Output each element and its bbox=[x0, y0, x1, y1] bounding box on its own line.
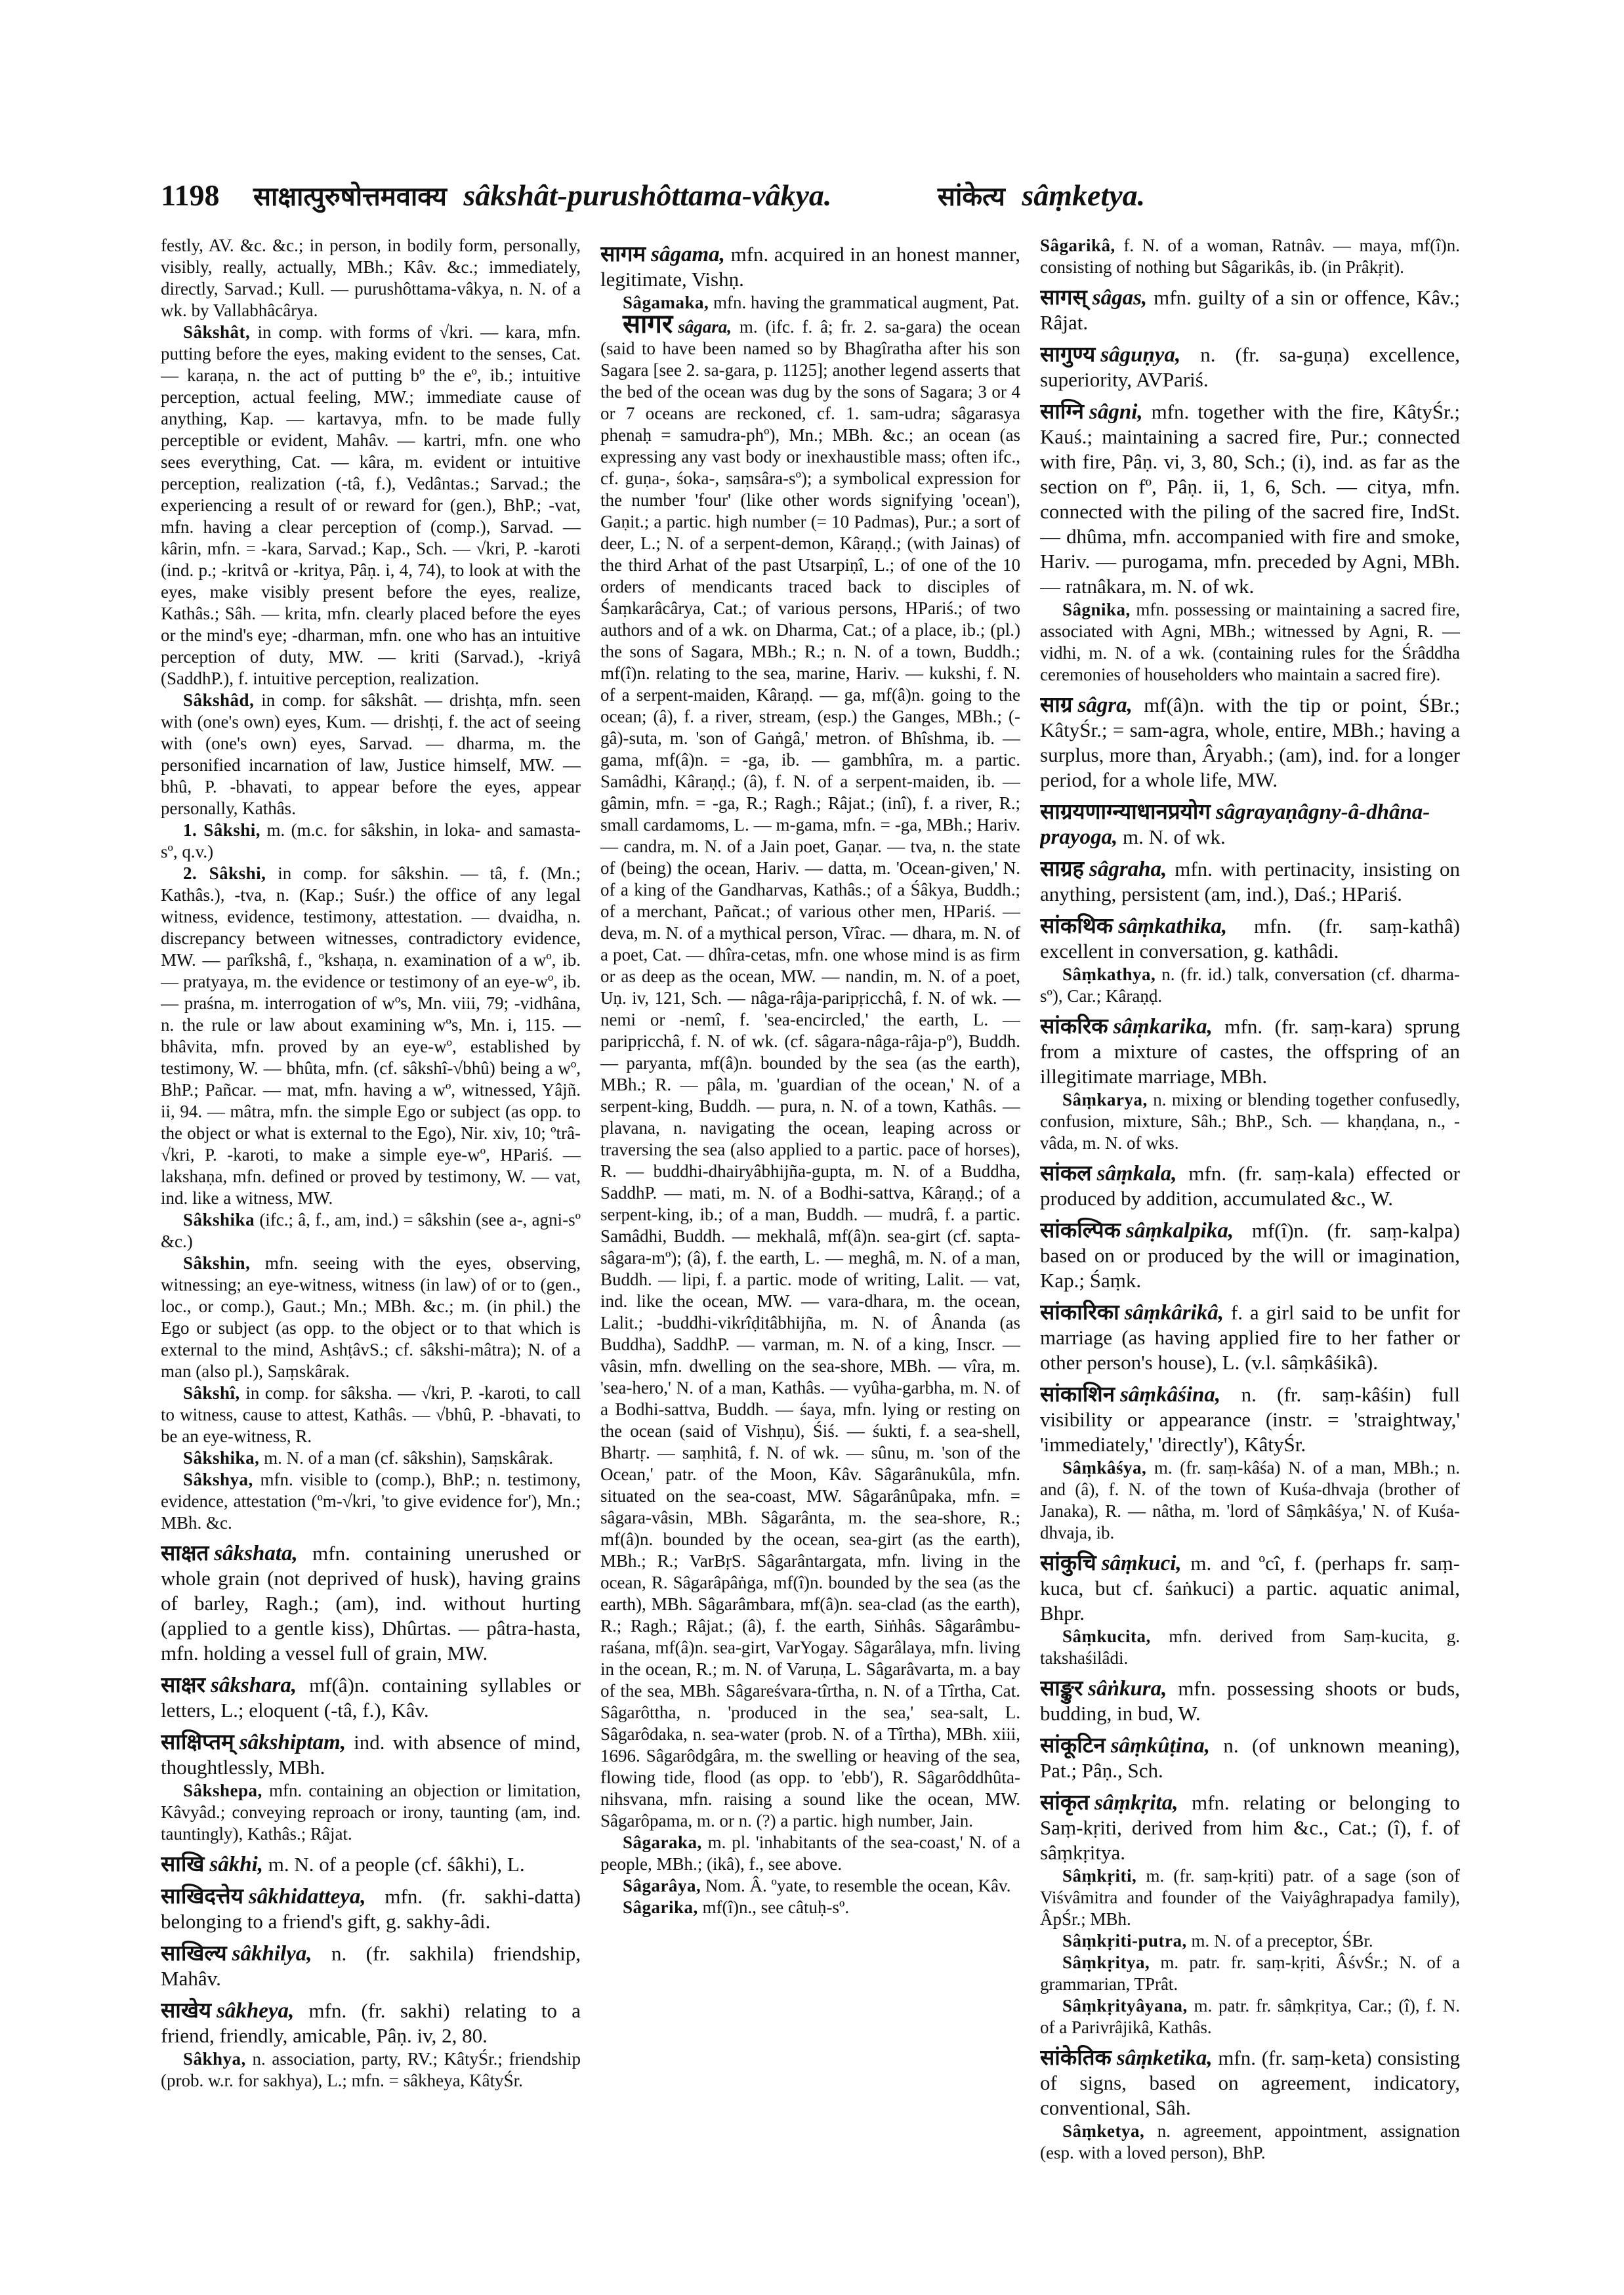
dictionary-entry bbox=[1040, 235, 1460, 278]
headword-transliteration: sâṃkarika, bbox=[1113, 1015, 1213, 1039]
entry-definition: mfn. possessing shoots or buds, budding, in bud, W. bbox=[1040, 1677, 1460, 1725]
subentry-headword: Sâṃkarya, bbox=[1062, 1090, 1148, 1109]
dictionary-entry bbox=[161, 1780, 581, 1845]
dictionary-entry bbox=[161, 690, 581, 819]
entry-definition: festly, AV. &c. &c.; in person, in bodily form, personally, visibly, really, actually, MBh.; Kâv. &c.; immediately, directly, Sarvad.; Kull. — purushôttama-vâkya, n. N. of a wk. by Vallabhâcârya. bbox=[161, 236, 581, 320]
headword-devanagari: साखिल्य bbox=[161, 1940, 227, 1966]
subentry-headword: Sâkshî, bbox=[183, 1383, 240, 1403]
subentry-headword: 2. Sâkshi, bbox=[183, 863, 266, 883]
subentry-headword: Sâkshepa, bbox=[183, 1781, 262, 1800]
dictionary-entry bbox=[1040, 799, 1460, 850]
entry-definition: mfn. (fr. saṃ-kala) effected or produced by addition, accumulated &c., W. bbox=[1040, 1162, 1460, 1210]
entry-definition: mf(â)n. containing syllables or letters, L.; eloquent (-tâ, f.), Kâv. bbox=[161, 1674, 581, 1722]
entry-definition: in comp. for sâksha. — √kri, P. -karoti, to call to witness, cause to attest, Kathâs. — √bhû, P. -bhavati, to be an eye-witness, R. bbox=[161, 1383, 581, 1446]
entry-definition: mfn. having the grammatical augment, Pat. bbox=[713, 293, 1020, 312]
dictionary-entry bbox=[1040, 2045, 1460, 2120]
dictionary-entry bbox=[1040, 599, 1460, 686]
subentry-headword: Sâṃketya, bbox=[1062, 2121, 1145, 2141]
entry-definition: m. (ifc. f. â; fr. 2. sa-gara) the ocean (said to have been named so by Bhagîratha after his son Sagara [see 2. sa-gara, p. 1125]; another legend asserts that the bed of the ocean was dug by the sons of Sagara; 3 or 4 or 7 oceans are reckoned, cf. 1. sam-udra; sâgarasya phenaḥ = samudra-phº), Mn.; MBh. &c.; an ocean (as expressing any vast body or inexhaustible mass; often ifc., cf. guṇa-, śoka-, saṃsâra-sº); a symbolical expression for the number 'four' (like other words signifying 'ocean'), Gaṇit.; a partic. high number (= 10 Padmas), Pur.; a sort of deer, L.; N. of a serpent-demon, Kâraṇḍ.; (with Jainas) of the third Arhat of the past Utsarpiṇî, L.; of one of the 10 orders of mendicants traced back to disciples of Śaṃkarâcârya, Cat.; of various persons, HPariś.; of two authors and of a wk. on Dharma, Cat.; of a place, ib.; (pl.) the sons of Sagara, MBh.; R.; n. N. of a town, Buddh.; mf(î)n. relating to the sea, marine, Hariv. — kukshi, f. N. of a serpent-maiden, Kâraṇḍ. — ga, mf(â)n. going to the ocean; (â), f. a river, stream, (esp.) the Ganges, MBh.; (-gâ)-suta, m. 'son of Gaṅgâ,' metron. of Bhîshma, ib. — gama, mf(â)n. = -ga, ib. — gambhîra, m. a partic. Samâdhi, Kâraṇḍ.; (â), f. N. of a serpent-maiden, ib. — gâmin, mfn. = -ga, R.; Ragh.; Râjat.; (inî), f. a river, R.; small cardamoms, L. — m-gama, mfn. = -ga, MBh.; Hariv. — candra, m. N. of a Jain poet, Gaṇar. — tva, n. the state of (being) the ocean, Hariv. — datta, m. 'Ocean-given,' N. of a king of the Gandharvas, Kathâs.; of a Śâkya, Buddh.; of a merchant, Pañcat.; of various other men, HPariś. — deva, m. N. of a mythical person, Vîrac. — dhara, m. N. of a poet, Cat. — dhîra-cetas, mfn. one whose mind is as firm or as deep as the ocean, MW. — nandin, m. N. of a poet, Uṇ. iv, 121, Sch. — nâga-râja-paripṛicchâ, f. N. of wk. — nemi or -nemî, f. 'sea-encircled,' the earth, L. — paripṛicchâ, f. N. of wk. (cf. sâgara-nâga-râja-pº), Buddh. — paryanta, mf(â)n. bounded by the sea (as the earth), MBh.; R. — pâla, m. 'guardian of the ocean,' N. of a serpent-king, Buddh. — pura, n. N. of a town, Kathâs. — plavana, n. navigating the ocean, leaping across or traversing the sea (also applied to a partic. pace of horses), R. — buddhi-dhairyâbhijña-gupta, m. N. of a Buddha, SaddhP. — mati, m. N. of a Bodhi-sattva, Kâraṇḍ.; of a serpent-king, ib.; of a man, Buddh. — mudrâ, f. a partic. Samâdhi, Buddh. — mekhalâ, mf(â)n. sea-girt (cf. sapta-sâgara-mº); (â), f. the earth, L. — meghâ, m. N. of a man, Buddh. — lipi, f. a partic. mode of writing, Lalit. — vat, ind. like the ocean, MW. — vara-dhara, m. the ocean, Lalit.; -buddhi-vikrîḍitâbhijña, m. N. of Ânanda (as Buddha), SaddhP. — varman, m. N. of a king, Inscr. — vâsin, mfn. dwelling on the sea-shore, MBh. — vîra, m. 'sea-hero,' N. of a man, Kathâs. — vyûha-garbha, m. N. of a Bodhi-sattva, Buddh. — śaya, mfn. lying or resting on the ocean (said of Vishṇu), Śiś. — śukti, f. a sea-shell, Bhartṛ. — saṃhitâ, f. N. of wk. — sûnu, m. 'son of the Ocean,' patr. of the Moon, Kâv. Sâgarânukûla, mfn. situated on the sea-coast, MW. Sâgarânûpaka, mfn. = sâgara-vâsin, MBh. Sâgarânta, m. the sea-shore, R.; mf(â)n. bounded by the ocean, sea-girt (as the earth), MBh.; R.; VarBṛS. Sâgarântargata, mfn. living in the ocean, R. Sâgarâpâṅga, mf(î)n. bounded by the sea (as the earth), MBh. Sâgarâmbara, mf(â)n. sea-clad (as the earth), R.; Ragh.; Râjat.; (â), f. the earth, Siṅhâs. Sâgarâmbu-raśana, mf(â)n. sea-girt, VarYogay. Sâgarâlaya, mfn. living in the ocean, R.; m. N. of Varuṇa, L. Sâgarâvarta, m. a bay of the sea, MBh. Sâgareśvara-tîrtha, n. N. of a Tîrtha, Cat. Sâgarôttha, n. 'produced in the sea,' sea-salt, L. Sâgarôdaka, n. sea-water (prob. N. of a Tîrtha), MBh. xiii, 1696. Sâgarôdgâra, m. the swelling or heaving of the sea, flowing tide, flood (as opp. to 'ebb'), R. Sâgarôddhûta-nihsvana, mfn. raising a sound like the ocean, MW. Sâgarôpama, m. or n. (?) a partic. high number, Jain. bbox=[600, 317, 1020, 1830]
entry-definition: Nom. Â. ºyate, to resemble the ocean, Kâv. bbox=[705, 1876, 1011, 1895]
subentry-headword: Sâgamaka, bbox=[623, 293, 709, 312]
headword-transliteration: sâgas, bbox=[1092, 286, 1148, 310]
headword-transliteration: sâṃkuci, bbox=[1101, 1552, 1182, 1575]
dictionary-entry bbox=[161, 863, 581, 1209]
subentry-headword: Sâṃkṛitya, bbox=[1062, 1953, 1150, 1972]
headword-transliteration: sâkshata, bbox=[214, 1542, 298, 1565]
entry-definition: mf(î)n. (fr. saṃ-kalpa) based on or produced by the will or imagination, Kap.; Śaṃk. bbox=[1040, 1219, 1460, 1292]
headword-devanagari: सागम bbox=[600, 241, 646, 266]
headword-devanagari: सांकाशिन bbox=[1040, 1381, 1115, 1407]
headword-devanagari: साखेय bbox=[161, 1997, 211, 2023]
subentry-headword: Sâkshin, bbox=[183, 1253, 251, 1273]
entry-definition: mfn. containing an objection or limitation, Kâvyâd.; conveying reproach or irony, taunting (am, ind. tauntingly), Kathâs.; Râjat. bbox=[161, 1781, 581, 1844]
header-left-devanagari: साक्षात्पुरुषोत्तमवाक्य bbox=[253, 182, 447, 212]
subentry-headword: Sâkshika, bbox=[183, 1448, 260, 1468]
headword-transliteration: sâgama, bbox=[651, 243, 725, 266]
headword-transliteration: sâkhilya, bbox=[232, 1942, 312, 1966]
headword-devanagari: साक्षर bbox=[161, 1672, 206, 1697]
entry-definition: mfn. with pertinacity, insisting on anything, persistent (am, ind.), Daś.; HPariś. bbox=[1040, 858, 1460, 905]
dictionary-entry bbox=[1040, 1382, 1460, 1457]
dictionary-entry bbox=[161, 1851, 581, 1877]
headword-devanagari: साङ्कुर bbox=[1040, 1675, 1083, 1701]
subentry-headword: Sâṃkṛiti, bbox=[1062, 1866, 1137, 1886]
entry-definition: n. association, party, RV.; KâtyŚr.; friendship (prob. w.r. for sakhya), L.; mfn. = sâkheya, KâtyŚr. bbox=[161, 2049, 581, 2090]
dictionary-entry bbox=[161, 1469, 581, 1534]
dictionary-entry bbox=[600, 309, 1020, 1832]
headword-devanagari: सांकथिक bbox=[1040, 913, 1114, 938]
entry-definition: n. agreement, appointment, assignation (esp. with a loved person), BhP. bbox=[1040, 2121, 1460, 2162]
entry-definition: mfn. together with the fire, KâtyŚr.; Kauś.; maintaining a sacred fire, Pur.; connected with fire, Pâṇ. vi, 3, 80, Sch.; (i), ind. as far as the section on fº, Pâṇ. ii, 1, 6, Sch. — citya, mfn. connected with the piling of the sacred fire, IndSt. — dhûma, mfn. accompanied with fire and smoke, Hariv. — purogama, mfn. preceded by Agni, MBh. — ratnâkara, m. N. of wk. bbox=[1040, 400, 1460, 598]
headword-transliteration: sâṃketika, bbox=[1116, 2046, 1213, 2070]
entry-definition: m. and ºcî, f. (perhaps fr. saṃ-kuca, but cf. śaṅkuci) a partic. aquatic animal, Bhpr. bbox=[1040, 1552, 1460, 1624]
headword-devanagari: सांकल bbox=[1040, 1160, 1092, 1186]
headword-transliteration: sâṃkârikâ, bbox=[1124, 1301, 1224, 1325]
entry-definition: mfn. (fr. sakhi) relating to a friend, friendly, amicable, Pâṇ. iv, 2, 80. bbox=[161, 1999, 581, 2047]
dictionary-entry bbox=[161, 1209, 581, 1252]
dictionary-entry bbox=[600, 1875, 1020, 1897]
page-header bbox=[161, 177, 1473, 230]
subentry-headword: Sâgarika, bbox=[623, 1897, 698, 1917]
dictionary-entry bbox=[1040, 1089, 1460, 1154]
header-right-transliteration: sâṃketya. bbox=[1022, 178, 1146, 212]
headword-devanagari: सागुण्य bbox=[1040, 341, 1096, 367]
entry-definition: m. pl. 'inhabitants of the sea-coast,' N. of a people, MBh.; (ikâ), f., see above. bbox=[600, 1832, 1020, 1874]
headword-transliteration: sâgrayaṇâgny-â-dhâna-prayoga, bbox=[1040, 800, 1430, 849]
dictionary-entry bbox=[1040, 1865, 1460, 1930]
dictionary-entry bbox=[161, 2048, 581, 2092]
subentry-headword: Sâṃkâśya, bbox=[1062, 1458, 1147, 1478]
headword-devanagari: सागस् bbox=[1040, 284, 1087, 310]
dictionary-entry bbox=[1040, 1457, 1460, 1544]
dictionary-entry bbox=[1040, 1161, 1460, 1211]
dictionary-entry bbox=[1040, 1952, 1460, 1995]
headword-devanagari: सांकूटिन bbox=[1040, 1732, 1106, 1758]
headword-devanagari: सांकारिका bbox=[1040, 1299, 1119, 1325]
headword-transliteration: sâṃkâśina, bbox=[1120, 1383, 1221, 1407]
entry-definition: m. N. of wk. bbox=[1123, 825, 1226, 848]
headword-transliteration: sâgni, bbox=[1089, 400, 1143, 424]
entry-definition: n. (fr. saṃ-kâśin) full visibility or appearance (instr. = 'straightway,' 'immediately,' 'directly'), KâtyŚr. bbox=[1040, 1383, 1460, 1456]
column-2 bbox=[600, 235, 1020, 2243]
headword-devanagari: सांकरिक bbox=[1040, 1013, 1108, 1039]
entry-definition: mf(â)n. with the tip or point, ŚBr.; KâtyŚr.; = sam-agra, whole, entire, MBh.; having a surplus, more than, Âryabh.; (am), ind. for a longer period, for a whole life, MW. bbox=[1040, 693, 1460, 791]
entry-definition: in comp. with forms of √kri. — kara, mfn. putting before the eyes, making evident to the senses, Cat. — karaṇa, n. the act of putting bº the eº, ib.; intuitive perception, actual feeling, MW.; immediate cause of anything, Kap. — kartavya, mfn. to be made fully perceptible or evident, Mahâv. — kartri, mfn. one who sees everything, Cat. — kâra, m. evident or intuitive perception, realization (-tâ, f.), Vedântas.; Sarvad.; the experiencing a result of or reward for (gen.), BhP.; -vat, mfn. having a clear perception of (comp.), Sarvad. — kârin, mfn. = -kara, Sarvad.; Kap., Sch. — √kri, P. -karoti (ind. p.; -kritvâ or -kritya, Pâṇ. i, 4, 74), to look at with the eyes, make visibly present before the eyes, realize, Kathâs.; Sâh. — krita, mfn. clearly placed before the eyes or the mind's eye; -dharman, mfn. one who has an intuitive perception of duty, MW. — kriti (Sarvad.), -kriyâ (SaddhP.), f. intuitive perception, realization. bbox=[161, 322, 581, 688]
entry-definition: m. patr. fr. sâṃkṛitya, Car.; (î), f. N. of a Parivrâjikâ, Kathâs. bbox=[1040, 1996, 1460, 2037]
dictionary-entry bbox=[600, 1832, 1020, 1875]
entry-definition: n. (fr. sakhila) friendship, Mahâv. bbox=[161, 1942, 581, 1990]
headword-transliteration: sâṃkala, bbox=[1096, 1162, 1177, 1186]
entry-definition: mfn. (fr. sakhi-datta) belonging to a friend's gift, g. sakhy-âdi. bbox=[161, 1885, 581, 1933]
entry-definition: n. mixing or blending together confusedly, confusion, mixture, Sâh.; BhP., Sch. — khaṇḍana, n., -vâda, m. N. of wks. bbox=[1040, 1090, 1460, 1153]
headword-transliteration: sâkheya, bbox=[217, 1999, 295, 2023]
subentry-headword: Sâkshât, bbox=[183, 322, 251, 342]
entry-definition: m. patr. fr. saṃ-kṛiti, ÂśvŚr.; N. of a grammarian, TPrât. bbox=[1040, 1953, 1460, 1994]
headword-devanagari: साग्रह bbox=[1040, 856, 1084, 881]
dictionary-entry bbox=[161, 1672, 581, 1723]
entry-definition: ind. with absence of mind, thoughtlessly, MBh. bbox=[161, 1731, 581, 1779]
entry-definition: mfn. derived from Saṃ-kucita, g. takshaśilâdi. bbox=[1040, 1626, 1460, 1668]
column-3 bbox=[1040, 235, 1460, 2243]
dictionary-entry bbox=[1040, 1995, 1460, 2038]
headword-transliteration: sâṅkura, bbox=[1088, 1677, 1167, 1701]
headword-devanagari: साक्षत bbox=[161, 1540, 209, 1565]
headword-transliteration: sâṃkûṭina, bbox=[1110, 1734, 1211, 1758]
dictionary-entry bbox=[1040, 964, 1460, 1007]
entry-definition: n. (fr. id.) talk, conversation (cf. dharma-sº), Car.; Kâraṇḍ. bbox=[1040, 964, 1460, 1006]
headword-devanagari: सांकृत bbox=[1040, 1789, 1090, 1815]
entry-definition: m. N. of a man (cf. sâkshin), Saṃskârak. bbox=[264, 1448, 553, 1468]
dictionary-entry bbox=[161, 235, 581, 321]
entry-definition: mfn. (fr. saṃ-kara) sprung from a mixture of castes, the offspring of an illegitimate marriage, MBh. bbox=[1040, 1015, 1460, 1088]
dictionary-entry bbox=[1040, 1014, 1460, 1089]
dictionary-entry bbox=[161, 321, 581, 690]
headword-devanagari: साग्रयणाग्न्याधानप्रयोग bbox=[1040, 798, 1211, 824]
headword-transliteration: sâgraha, bbox=[1089, 858, 1167, 881]
dictionary-entry bbox=[161, 1252, 581, 1382]
dictionary-entry bbox=[161, 1382, 581, 1447]
headword-transliteration: sâkshiptam, bbox=[239, 1731, 346, 1754]
entry-definition: mfn. seeing with the eyes, observing, witnessing; an eye-witness, witness (in law) of or to (gen., loc., or comp.), Gaut.; Mn.; MBh. &c.; m. (in phil.) the Ego or subject (as opp. to the object or to that which is external to the mind, AshṭâvS.; cf. sâkshi-mâtra); N. of a man (also pl.), Saṃskârak. bbox=[161, 1253, 581, 1381]
entry-definition: in comp. for sâkshât. — drishṭa, mfn. seen with (one's own) eyes, Kum. — drishṭi, f. the act of seeing with (one's own) eyes, Sarvad. — dharma, m. the personified incarnation of law, Justice himself, MW. — bhû, P. -bhavati, to appear before the eyes, appear personally, Kathâs. bbox=[161, 690, 581, 818]
entry-definition: n. (fr. sa-guṇa) excellence, superiority, AVPariś. bbox=[1040, 343, 1460, 391]
subentry-headword: Sâgarâya, bbox=[623, 1876, 701, 1895]
entry-definition: m. N. of a preceptor, ŚBr. bbox=[1191, 1931, 1373, 1951]
headword-transliteration: sâgara, bbox=[678, 317, 732, 337]
headword-devanagari: साग्र bbox=[1040, 692, 1073, 717]
headword-devanagari: सांकेतिक bbox=[1040, 2044, 1112, 2070]
entry-definition: (ifc.; â, f., am, ind.) = sâkshin (see a-, agni-sº &c.) bbox=[161, 1210, 581, 1251]
headword-transliteration: sâguṇya, bbox=[1100, 343, 1181, 367]
dictionary-entry bbox=[161, 1884, 581, 1934]
dictionary-entry bbox=[600, 241, 1020, 292]
headword-devanagari: साखिदत्तेय bbox=[161, 1883, 243, 1909]
entry-definition: mfn. guilty of a sin or offence, Kâv.; Râjat. bbox=[1040, 286, 1460, 334]
subentry-headword: Sâgaraka, bbox=[623, 1832, 702, 1852]
entry-definition: in comp. for sâkshin. — tâ, f. (Mn.; Kathâs.), -tva, n. (Kap.; Suśr.) the office of any legal witness, evidence, testimony, attestation. — dvaidha, n. discrepancy between witnesses, contradictory evidence, MW. — parîkshâ, f., ºkshaṇa, n. examination of a wº, ib. — pratyaya, m. the evidence or testimony of an eye-wº, ib. — praśna, m. interrogation of wºs, Mn. viii, 79; -vidhâna, n. the rule or law about examining wºs, Mn. i, 115. — bhâvita, mfn. proved by an eye-wº, established by testimony, W. — bhûta, mfn. (cf. sâkshî-√bhû) being a wº, BhP.; Pañcar. — mat, mfn. having a wº, witnessed, Yâjñ. ii, 94. — mâtra, mfn. the simple Ego or subject (as opp. to the object or what is external to the Ego), Nir. xiv, 10; ºtrâ-√kri, P. -karoti, to make a simple eye-wº, HPariś. — lakshaṇa, mfn. defined or proved by testimony, W. — vat, ind. like a witness, MW. bbox=[161, 863, 581, 1208]
dictionary-entry bbox=[1040, 1550, 1460, 1626]
subentry-headword: Sâṃkṛityâyana, bbox=[1062, 1996, 1188, 2016]
dictionary-entry bbox=[1040, 1300, 1460, 1375]
entry-definition: f. N. of a woman, Ratnâv. — maya, mf(î)n. consisting of nothing but Sâgarikâs, ib. (in Prâkṛit). bbox=[1040, 236, 1460, 277]
header-left-transliteration: sâkshât-purushôttama-vâkya. bbox=[463, 178, 832, 212]
subentry-headword: Sâṃkṛiti-putra, bbox=[1062, 1931, 1187, 1951]
dictionary-entry bbox=[1040, 1790, 1460, 1865]
entry-definition: m. (fr. saṃ-kṛiti) patr. of a sage (son of Viśvâmitra and founder of the Vaiyâghrapadya family), ÂpŚr.; MBh. bbox=[1040, 1866, 1460, 1929]
entry-definition: m. (m.c. for sâkshin, in loka- and samasta-sº, q.v.) bbox=[161, 820, 581, 861]
subentry-headword: 1. Sâkshi, bbox=[183, 820, 261, 840]
entry-definition: m. N. of a people (cf. śâkhi), L. bbox=[268, 1853, 525, 1876]
subentry-headword: Sâkshika bbox=[183, 1210, 255, 1230]
headword-transliteration: sâkshara, bbox=[211, 1674, 297, 1697]
entry-definition: mfn. relating or belonging to Saṃ-kṛiti, derived from him &c., Cat.; (î), f. of sâṃkṛitya. bbox=[1040, 1791, 1460, 1864]
dictionary-entry bbox=[1040, 1733, 1460, 1783]
entry-definition: mf(î)n., see câtuḥ-sº. bbox=[702, 1897, 850, 1917]
dictionary-entry bbox=[1040, 1218, 1460, 1293]
dictionary-entry bbox=[161, 1729, 581, 1780]
dictionary-entry bbox=[1040, 1626, 1460, 1669]
headword-transliteration: sâkhidatteya, bbox=[248, 1885, 366, 1909]
dictionary-entry bbox=[161, 1998, 581, 2048]
entry-definition: m. (fr. saṃ-kâśa) N. of a man, MBh.; n. and (â), f. N. of the town of Kuśa-dhvaja (brother of Janaka), R. — nâtha, m. 'lord of Sâṃkâśya,' N. of Kuśa-dhvaja, ib. bbox=[1040, 1458, 1460, 1542]
entry-definition: mfn. visible to (comp.), BhP.; n. testimony, evidence, attestation (ºm-√kri, 'to give evidence for'), Mn.; MBh. &c. bbox=[161, 1470, 581, 1533]
entry-definition: n. (of unknown meaning), Pat.; Pâṇ., Sch. bbox=[1040, 1734, 1460, 1782]
headword-devanagari: साक्षिप्तम् bbox=[161, 1729, 234, 1754]
dictionary-entry bbox=[1040, 285, 1460, 335]
entry-definition: mfn. possessing or maintaining a sacred fire, associated with Agni, MBh.; witnessed by Agni, R. — vidhi, m. N. of a wk. (containing rules for the Śrâddha ceremonies of householders who maintain a sacred fire). bbox=[1040, 600, 1460, 684]
dictionary-entry bbox=[1040, 399, 1460, 599]
subentry-headword: Sâkshya, bbox=[183, 1470, 253, 1489]
dictionary-entry bbox=[161, 819, 581, 863]
headword-transliteration: sâkhi, bbox=[209, 1853, 264, 1876]
headword-devanagari: साग्नि bbox=[1040, 398, 1084, 424]
entry-definition: mfn. acquired in an honest manner, legitimate, Vishṇ. bbox=[600, 243, 1020, 291]
dictionary-entry bbox=[161, 1447, 581, 1469]
subentry-headword: Sâkhya, bbox=[183, 2049, 246, 2069]
subentry-headword: Sâkshâd, bbox=[183, 690, 255, 710]
headword-devanagari: सांकुचि bbox=[1040, 1550, 1096, 1575]
dictionary-entry bbox=[1040, 1930, 1460, 1952]
dictionary-entry bbox=[600, 1897, 1020, 1918]
dictionary-entry bbox=[1040, 1676, 1460, 1726]
headword-devanagari: सागर bbox=[623, 309, 673, 339]
dictionary-entry bbox=[161, 1540, 581, 1666]
dictionary-entry bbox=[1040, 692, 1460, 793]
subentry-headword: Sâgnika, bbox=[1062, 600, 1131, 619]
headword-devanagari: साखि bbox=[161, 1851, 205, 1876]
subentry-headword: Sâṃkucita, bbox=[1062, 1626, 1151, 1646]
entry-definition: mfn. (fr. saṃ-keta) consisting of signs, based on agreement, indicatory, conventional, Sâh. bbox=[1040, 2046, 1460, 2119]
entry-definition: mfn. (fr. saṃ-kathâ) excellent in conversation, g. kathâdi. bbox=[1040, 915, 1460, 962]
header-right-devanagari: सांकेत्य bbox=[937, 182, 1005, 212]
dictionary-entry bbox=[161, 1941, 581, 1991]
dictionary-entry bbox=[1040, 2120, 1460, 2164]
column-1 bbox=[161, 235, 581, 2243]
headword-transliteration: sâgra, bbox=[1077, 693, 1133, 717]
entry-definition: mfn. containing unerushed or whole grain (not deprived of husk), having grains of barley, Ragh.; (am), ind. without hurting (applied to a gentle kiss), Dhûrtas. — pâtra-hasta, mfn. holding a vessel full of grain, MW. bbox=[161, 1542, 581, 1664]
page-number: 1198 bbox=[161, 178, 220, 212]
dictionary-entry bbox=[1040, 342, 1460, 392]
subentry-headword: Sâṃkathya, bbox=[1062, 964, 1156, 984]
headword-devanagari: सांकल्पिक bbox=[1040, 1217, 1121, 1243]
headword-transliteration: sâṃkathika, bbox=[1118, 915, 1228, 938]
entry-definition: f. a girl said to be unfit for marriage (as having applied fire to her father or other person's house), L. (v.l. sâṃkâśikâ). bbox=[1040, 1301, 1460, 1374]
dictionary-entry bbox=[1040, 913, 1460, 964]
headword-transliteration: sâṃkṛita, bbox=[1094, 1791, 1178, 1815]
subentry-headword: Sâgarikâ, bbox=[1040, 236, 1115, 255]
dictionary-entry bbox=[1040, 856, 1460, 907]
headword-transliteration: sâṃkalpika, bbox=[1126, 1219, 1234, 1243]
